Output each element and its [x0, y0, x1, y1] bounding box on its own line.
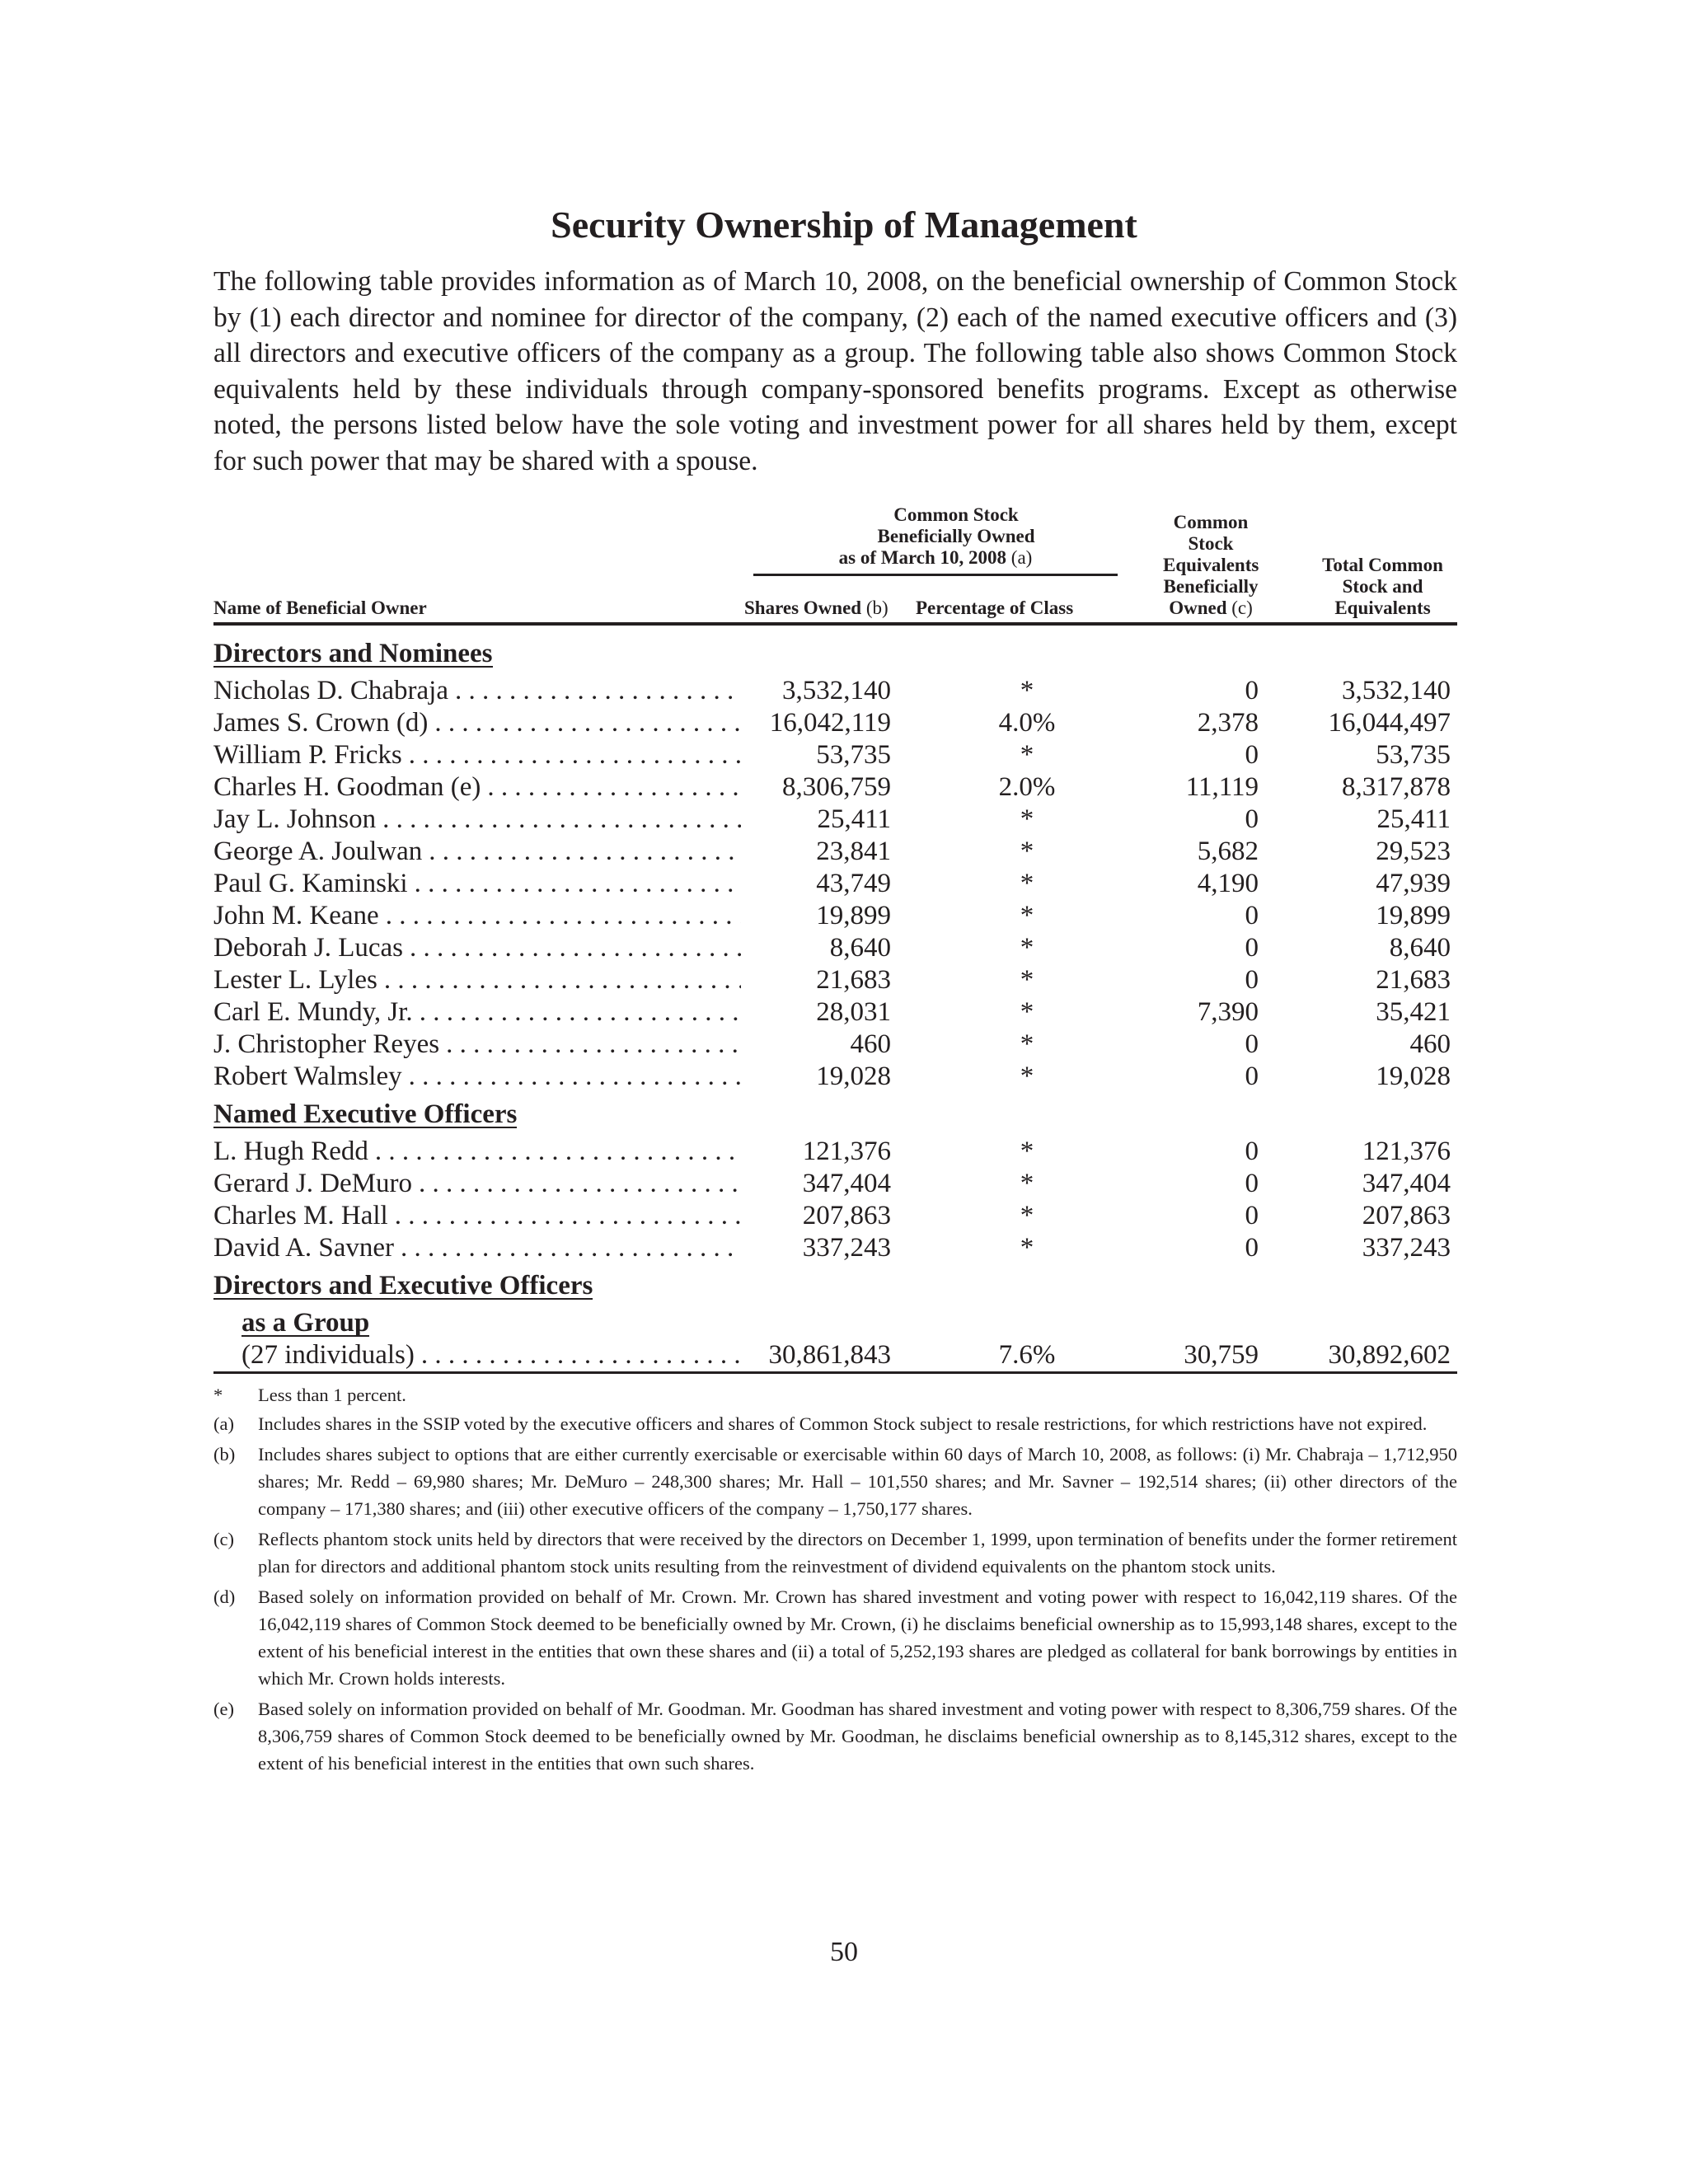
- footnote-mark: (c): [213, 1529, 234, 1549]
- header-text: as of March 10, 2008: [838, 547, 1007, 568]
- owner-name: Charles H. Goodman (e): [213, 772, 481, 802]
- header-text: Beneficially Owned: [877, 526, 1035, 546]
- stock-equivalents: 0: [1245, 1169, 1259, 1198]
- percentage-of-class: *: [1020, 997, 1034, 1027]
- footnote-ref: (c): [1231, 598, 1253, 618]
- footnote: [213, 1441, 1457, 1522]
- footnote: [213, 1526, 1457, 1580]
- percentage-of-class: *: [1020, 1233, 1034, 1263]
- total-common: 53,735: [1376, 740, 1451, 770]
- percentage-of-class: 4.0%: [998, 708, 1056, 738]
- footnote: [213, 1381, 1457, 1408]
- footnote-text: Based solely on information provided on behalf of Mr. Goodman. Mr. Goodman has shared investment and voting power with respect to 8,306,759 shares. Of the 8,306,759 shares of Common Stock deemed to be beneficially owned by Mr. Goodman, he disclaims beneficial ownership as to 8,145,312 shares, except to the extent of his beneficial interest in the entities that own such shares.: [258, 1699, 1457, 1774]
- owner-name: J. Christopher Reyes: [213, 1029, 440, 1059]
- owner-name: Paul G. Kaminski: [213, 869, 408, 898]
- owner-name: L. Hugh Redd: [213, 1137, 368, 1166]
- shares-header: [741, 598, 891, 624]
- table-row: [213, 932, 1457, 964]
- total-common: 3,532,140: [1342, 676, 1451, 705]
- percentage-of-class: *: [1020, 1201, 1034, 1230]
- table-row: [213, 868, 1457, 900]
- percentage-of-class: *: [1020, 676, 1034, 705]
- percentage-of-class: *: [1020, 1137, 1034, 1166]
- stock-equivalents: 0: [1245, 1137, 1259, 1166]
- header-text: Total Common: [1322, 555, 1443, 575]
- percentage-of-class: *: [1020, 740, 1034, 770]
- footnotes: [213, 1381, 1457, 1780]
- percentage-of-class: *: [1020, 837, 1034, 866]
- section-title: Named Executive Officers: [213, 1099, 518, 1129]
- stock-equivalents: 0: [1245, 740, 1259, 770]
- leader-dots: [409, 739, 741, 771]
- header-text: Equivalents: [1163, 555, 1259, 575]
- header-text: Beneficially: [1163, 576, 1259, 597]
- owner-name: Nicholas D. Chabraja: [213, 676, 448, 705]
- stock-equivalents: 0: [1245, 1062, 1259, 1091]
- shares-owned: 53,735: [816, 740, 891, 770]
- footnote-text: Includes shares subject to options that are either currently exercisable or exercisable within 60 days of March 10, 2008, as follows: (i) Mr. Chabraja – 1,712,950 shares; Mr. Redd – 69,980 shares; Mr. DeMuro – 248,300 shares; Mr. Hall – 101,550 shares; and Mr. Savner – 192,514 shares; (ii) other directors of the company – 171,380 shares; and (iii) other executive officers of the company – 1,750,177 shares.: [258, 1444, 1457, 1519]
- section-header: [213, 1093, 1457, 1136]
- footnote-mark: (a): [213, 1413, 234, 1434]
- stock-equivalents: 11,119: [1185, 772, 1259, 802]
- section-header: [213, 632, 1457, 675]
- page-title: Security Ownership of Management: [551, 204, 1137, 246]
- total-common: 8,640: [1389, 933, 1451, 963]
- shares-owned: 337,243: [802, 1233, 891, 1263]
- percentage-of-class: *: [1020, 869, 1034, 898]
- leader-dots: [386, 900, 741, 932]
- percentage-of-class: *: [1020, 1169, 1034, 1198]
- footnote: [213, 1695, 1457, 1777]
- stock-equivalents: 4,190: [1197, 869, 1259, 898]
- shares-owned: 21,683: [816, 965, 891, 995]
- shares-owned: 207,863: [802, 1201, 891, 1230]
- leader-dots: [487, 771, 741, 804]
- shares-owned: 30,861,843: [741, 1339, 891, 1373]
- stock-equivalents: 2,378: [1197, 708, 1259, 738]
- total-common: 47,939: [1376, 869, 1451, 898]
- table-row: [213, 1136, 1457, 1168]
- owner-name: Robert Walmsley: [213, 1062, 402, 1091]
- owner-name: (27 individuals): [241, 1340, 415, 1370]
- owner-name: James S. Crown (d): [213, 708, 429, 738]
- leader-dots: [382, 804, 741, 836]
- shares-owned: 25,411: [817, 804, 891, 834]
- owner-name: Deborah J. Lucas: [213, 933, 404, 963]
- owner-name: Gerard J. DeMuro: [213, 1169, 413, 1198]
- leader-dots: [419, 1168, 741, 1200]
- total-common: 121,376: [1362, 1137, 1451, 1166]
- footnote-mark: (b): [213, 1444, 236, 1465]
- shares-owned: 19,028: [816, 1062, 891, 1091]
- leader-dots: [420, 996, 741, 1029]
- total-common: 35,421: [1376, 997, 1451, 1027]
- total-common: 19,028: [1376, 1062, 1451, 1091]
- leader-dots: [421, 1339, 741, 1371]
- table-row: [213, 996, 1457, 1029]
- ownership-table: [213, 504, 1457, 1374]
- header-text: Equivalents: [1334, 598, 1431, 618]
- leader-dots: [410, 932, 741, 964]
- leader-dots: [401, 1232, 741, 1264]
- percentage-of-class: *: [1020, 1029, 1034, 1059]
- total-common: 460: [1409, 1029, 1451, 1059]
- leader-dots: [409, 1061, 741, 1093]
- percentage-of-class: *: [1020, 804, 1034, 834]
- total-common: 30,892,602: [1259, 1339, 1457, 1373]
- owner-name: David A. Savner: [213, 1233, 395, 1263]
- footnote: [213, 1583, 1457, 1692]
- table-row: [213, 1029, 1457, 1061]
- header-text: Stock and: [1342, 576, 1423, 597]
- table-row: [213, 804, 1457, 836]
- leader-dots: [434, 707, 741, 739]
- total-header: [1259, 504, 1457, 624]
- total-common: 21,683: [1376, 965, 1451, 995]
- leader-dots: [455, 675, 741, 707]
- stock-equivalents: 5,682: [1197, 837, 1259, 866]
- footnote-text: Includes shares in the SSIP voted by the executive officers and shares of Common Stock subject to resale restrictions, for which restrictions have not expired.: [258, 1413, 1428, 1434]
- shares-owned: 43,749: [816, 869, 891, 898]
- leader-dots: [384, 964, 741, 996]
- stock-equivalents: 30,759: [1163, 1339, 1259, 1373]
- stock-equivalents: 0: [1245, 1201, 1259, 1230]
- header-text: Common Stock: [893, 504, 1019, 525]
- table-row: [213, 836, 1457, 868]
- intro-paragraph: The following table provides information as of March 10, 2008, on the beneficial ownership of Common Stock by (1) each director and nominee for director of the company, (2) each of the named executive officers and (3) all directors and executive officers of the company as a group. The following table also shows Common Stock equivalents held by these individuals through company-sponsored benefits programs. Except as otherwise noted, the persons listed below have the sole voting and investment power for all shares held by them, except for such power that may be shared with a spouse.: [213, 266, 1457, 476]
- owner-name: Jay L. Johnson: [213, 804, 377, 834]
- shares-owned: 3,532,140: [782, 676, 891, 705]
- section-title: as a Group: [241, 1308, 370, 1338]
- table-row: [213, 1061, 1457, 1093]
- table-row: [213, 739, 1457, 771]
- stock-equivalents: 0: [1245, 1233, 1259, 1263]
- total-common: 337,243: [1362, 1233, 1451, 1263]
- footnote-text: Reflects phantom stock units held by directors that were received by the directors on December 1, 1999, upon termination of benefits under the former retirement plan for directors and additional phantom stock units resulting from the reinvestment of dividend equivalents on the phantom stock units.: [258, 1529, 1457, 1577]
- table-row: [213, 771, 1457, 804]
- owner-name: Carl E. Mundy, Jr.: [213, 997, 413, 1027]
- table-row: [213, 1200, 1457, 1232]
- shares-owned: 19,899: [816, 901, 891, 930]
- table-row: [213, 900, 1457, 932]
- shares-owned: 8,306,759: [782, 772, 891, 802]
- leader-dots: [429, 836, 741, 868]
- shares-owned: 121,376: [802, 1137, 891, 1166]
- total-common: 8,317,878: [1342, 772, 1451, 802]
- table-body: [213, 632, 1457, 1373]
- total-common: 29,523: [1376, 837, 1451, 866]
- percentage-of-class: 7.6%: [891, 1339, 1163, 1373]
- footnote-text: Based solely on information provided on behalf of Mr. Crown. Mr. Crown has shared investment and voting power with respect to 16,042,119 shares. Of the 16,042,119 shares of Common Stock deemed to be beneficially owned by Mr. Crown, (i) he disclaims beneficial ownership as to 15,993,148 shares, except to the extent of his beneficial interest in the entities that own these shares and (ii) a total of 5,252,193 shares are pledged as collateral for bank borrowings by entities in which Mr. Crown holds interests.: [258, 1586, 1457, 1689]
- leader-dots: [375, 1136, 741, 1168]
- table-row: [213, 707, 1457, 739]
- percentage-of-class: *: [1020, 933, 1034, 963]
- stock-equivalents: 0: [1245, 933, 1259, 963]
- footnote-ref: (b): [865, 598, 889, 618]
- leader-dots: [415, 868, 741, 900]
- stock-equivalents: 0: [1245, 965, 1259, 995]
- page-number: 50: [830, 1937, 858, 1967]
- owner-name: Charles M. Hall: [213, 1201, 388, 1230]
- header-text: Common Stock: [1173, 512, 1249, 554]
- footnote-mark: (d): [213, 1586, 236, 1607]
- leader-dots: [446, 1029, 741, 1061]
- stock-equivalents: 0: [1245, 901, 1259, 930]
- header-text: Owned: [1169, 598, 1227, 618]
- stock-equivalents: 0: [1245, 1029, 1259, 1059]
- header-text: Shares Owned: [744, 598, 862, 618]
- shares-owned: 460: [850, 1029, 891, 1059]
- owner-name: Lester L. Lyles: [213, 965, 377, 995]
- percentage-of-class: *: [1020, 965, 1034, 995]
- total-common: 207,863: [1362, 1201, 1451, 1230]
- footnote-mark: (e): [213, 1699, 234, 1719]
- shares-owned: 347,404: [802, 1169, 891, 1198]
- footnote-mark: *: [213, 1385, 223, 1405]
- table-row-total: [213, 1339, 1457, 1373]
- stock-equivalents: 0: [1245, 676, 1259, 705]
- footnote-ref: (a): [1010, 547, 1033, 568]
- owner-name: John M. Keane: [213, 901, 379, 930]
- table-row: [213, 1232, 1457, 1264]
- pct-header: Percentage of Class: [916, 598, 1074, 618]
- shares-owned: 8,640: [829, 933, 891, 963]
- table-row: [213, 675, 1457, 707]
- footnote-text: Less than 1 percent.: [258, 1385, 406, 1405]
- group-header: [741, 504, 1163, 598]
- footnote: [213, 1410, 1457, 1437]
- owner-name: William P. Fricks: [213, 740, 402, 770]
- equiv-header: [1163, 504, 1259, 624]
- percentage-of-class: *: [1020, 901, 1034, 930]
- leader-dots: [395, 1200, 741, 1232]
- table-row: [213, 1168, 1457, 1200]
- section-title: Directors and Nominees: [213, 639, 493, 668]
- stock-equivalents: 7,390: [1197, 997, 1259, 1027]
- owner-name: George A. Joulwan: [213, 837, 423, 866]
- total-common: 25,411: [1376, 804, 1451, 834]
- shares-owned: 28,031: [816, 997, 891, 1027]
- section-header: [213, 1307, 1457, 1339]
- name-header: Name of Beneficial Owner: [213, 598, 427, 618]
- section-header: [213, 1264, 1457, 1307]
- shares-owned: 16,042,119: [769, 708, 891, 738]
- stock-equivalents: 0: [1245, 804, 1259, 834]
- section-title: Directors and Executive Officers: [213, 1271, 593, 1301]
- percentage-of-class: 2.0%: [998, 772, 1056, 802]
- total-common: 19,899: [1376, 901, 1451, 930]
- total-common: 16,044,497: [1328, 708, 1451, 738]
- total-common: 347,404: [1362, 1169, 1451, 1198]
- percentage-of-class: *: [1020, 1062, 1034, 1091]
- table-row: [213, 964, 1457, 996]
- shares-owned: 23,841: [816, 837, 891, 866]
